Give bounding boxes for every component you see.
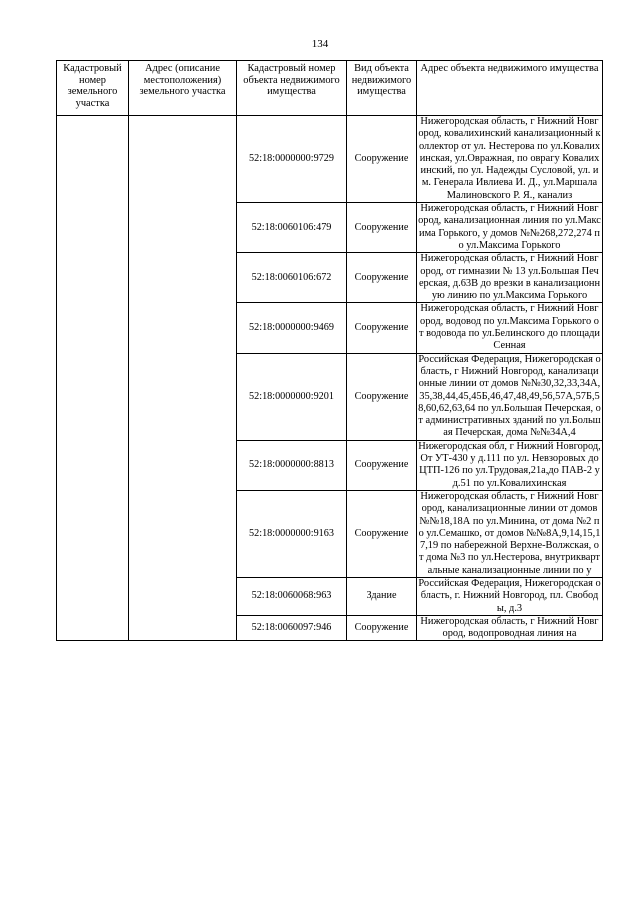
land-cadastral-cell — [57, 116, 129, 641]
object-cadastral-cell: 52:18:0000000:9201 — [237, 353, 347, 440]
object-address-cell: Российская Федерация, Нижегородская область, г. Нижний Новгород, пл. Свободы, д.3 — [418, 577, 601, 614]
object-address-cell: Нижегородская обл, г Нижний Новгород, От УТ-430 у д.111 по ул. Невзоровых до ЦТП-126 по ул.Трудовая,21а,до ПАВ-2 у д.51 по ул.Ковалихинская — [418, 440, 601, 489]
object-type-cell: Сооружение — [347, 353, 417, 440]
object-address-cell: Нижегородская область, г Нижний Новгород, от гимназии № 13 ул.Большая Печерская, д.63В до врезки в канализационную линию по ул.Максима Горького — [417, 253, 603, 303]
object-cadastral-cell: 52:18:0000000:9469 — [237, 303, 347, 353]
column-header-land-address: Адрес (описание местоположения) земельного участка — [129, 61, 237, 116]
object-type-cell: Сооружение — [347, 490, 417, 577]
object-type-cell: Здание — [347, 577, 417, 615]
object-cadastral-cell: 52:18:0060106:479 — [237, 203, 347, 253]
column-header-object-cadastral: Кадастровый номер объекта недвижимого имущества — [237, 61, 347, 116]
page-number: 134 — [311, 38, 329, 50]
object-address-cell: Нижегородская область, г Нижний Новгород, канализационные линии от домов №№18,18А по ул.Минина, от дома №2 по ул.Семашко, от домов №№8А,9,14,15,17,19 по набережной Верхне-Волжская, от дома №3 по ул.Нестерова, внутриквартальные канализационные линии по у — [417, 490, 603, 577]
object-address-cell: Нижегородская область, г Нижний Новгород, водовод по ул.Максима Горького от водовода по ул.Белинского до площади Сенная — [417, 303, 603, 353]
object-type-cell: Сооружение — [347, 253, 417, 303]
object-address-cell: Нижегородская область, г Нижний Новгород, ковалихинский канализационный коллектор от ул. Нестерова по ул.Ковалихинская, ул.Овражная, по оврагу Ковалихинский, по ул. Надежды Сусловой, ул. им. Генерала Ивлиева И. Д., ул.Маршала Малиновского Р. Я., канализ — [418, 116, 601, 201]
object-type-cell: Сооружение — [347, 203, 417, 253]
object-cadastral-cell: 52:18:0060106:672 — [237, 253, 347, 303]
object-address-cell: Российская Федерация, Нижегородская область, г Нижний Новгород, канализационные линии от домов №№30,32,33,34А,35,38,44,45,45Б,46,47,48,49,56,57А,57Б,58,60,62,63,64 по ул.Большая Печерская, от административных зданий по ул.Большая Печерская, дома №№34А,4 — [418, 353, 601, 439]
object-type-cell: Сооружение — [347, 303, 417, 353]
land-address-cell — [129, 116, 237, 641]
column-header-land-cadastral: Кадастровый номер земельного участка — [57, 61, 129, 116]
object-cadastral-cell: 52:18:0060068:963 — [237, 577, 347, 615]
object-cadastral-cell: 52:18:0000000:8813 — [237, 440, 347, 490]
object-type-cell: Сооружение — [347, 440, 417, 490]
object-address-cell: Нижегородская область, г Нижний Новгород, водопроводная линия на — [417, 615, 603, 641]
table-row — [57, 116, 603, 203]
object-type-cell: Сооружение — [347, 615, 417, 641]
column-header-object-address: Адрес объекта недвижимого имущества — [417, 61, 603, 116]
table-header-row — [57, 61, 603, 116]
object-cadastral-cell: 52:18:0060097:946 — [237, 615, 347, 641]
column-header-object-type: Вид объекта недвижимого имущества — [347, 61, 417, 116]
object-type-cell: Сооружение — [347, 116, 417, 203]
property-table — [56, 60, 603, 641]
object-cadastral-cell: 52:18:0000000:9729 — [237, 116, 347, 203]
object-cadastral-cell: 52:18:0000000:9163 — [237, 490, 347, 577]
object-address-cell: Нижегородская область, г Нижний Новгород, канализационная линия по ул.Максима Горького, у домов №№268,272,274 по ул.Максима Горького — [418, 203, 601, 251]
